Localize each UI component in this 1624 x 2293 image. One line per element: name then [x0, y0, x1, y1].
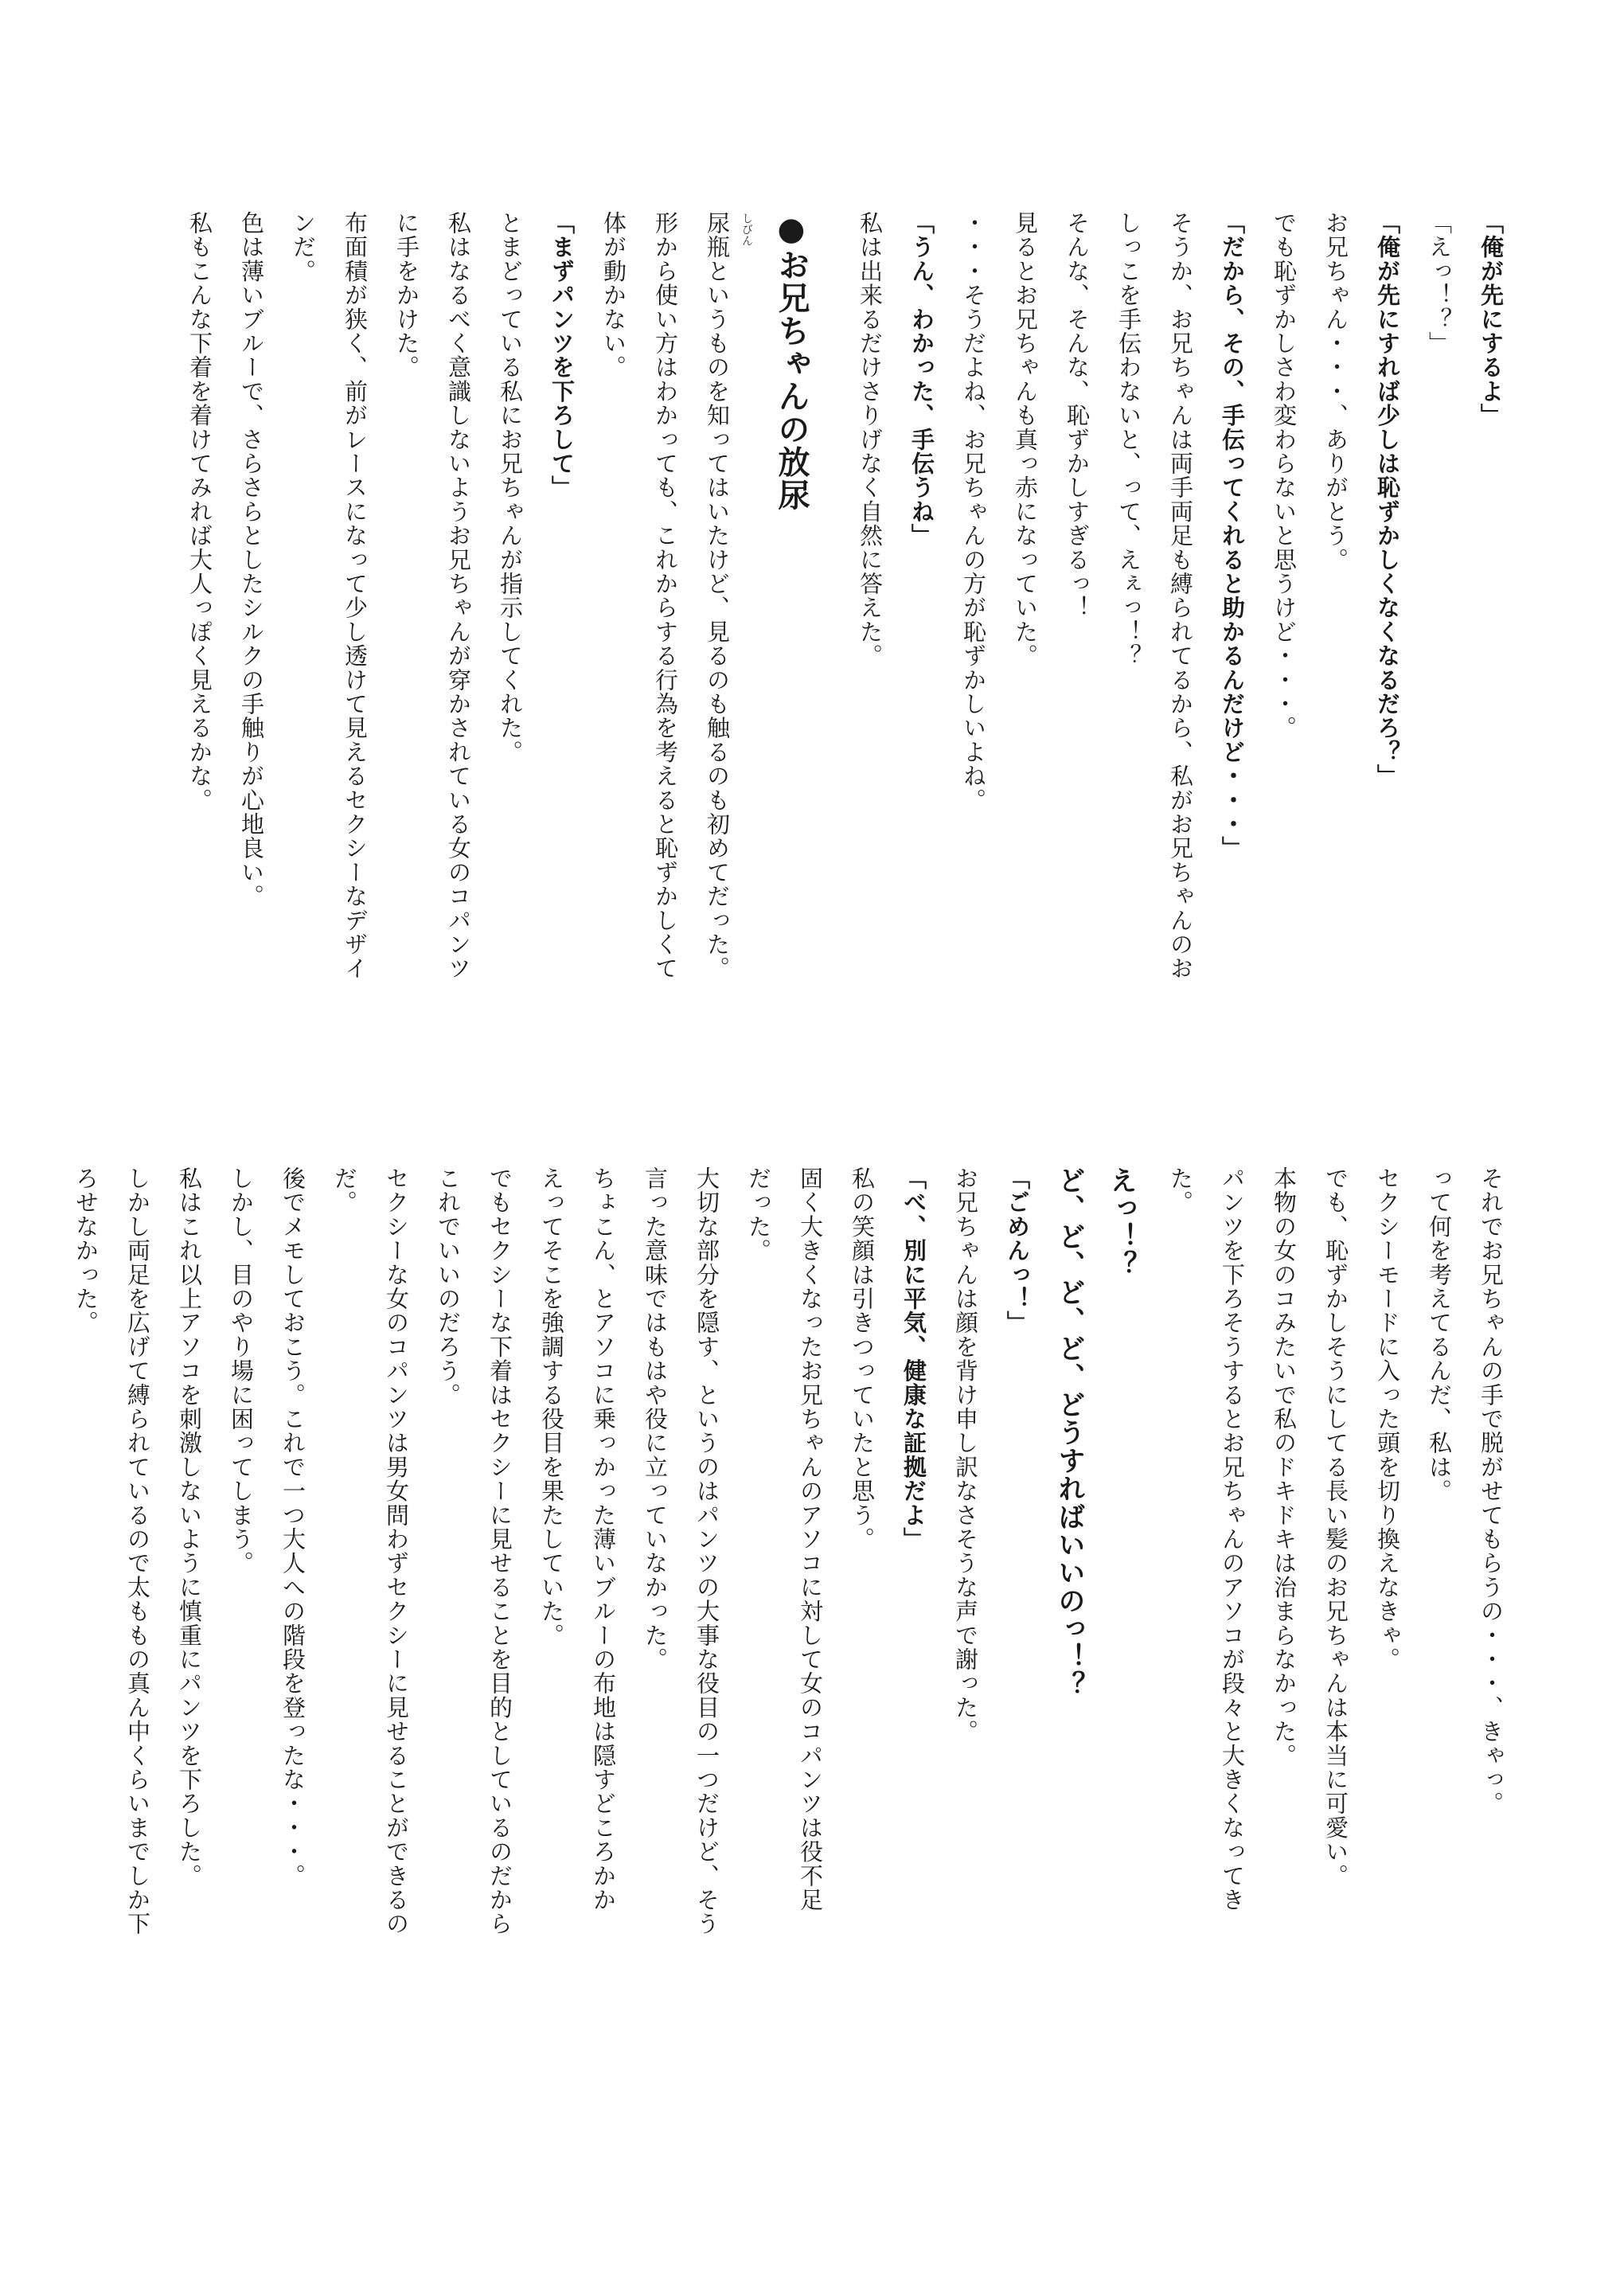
narration-line: 色は薄いブルーで、さらさらとしたシルクの手触りが心地良い。	[238, 211, 265, 908]
narration-line: でもセクシーな下着はセクシーに見せることを目的としているのだから	[486, 1166, 513, 1936]
dialogue-line: 「ごめんっ！」	[1004, 1166, 1031, 1335]
narration-line: 固く大きくなったお兄ちゃんのアソコに対して女のコパンツは役不足	[797, 1166, 824, 1912]
narration-line: セクシーモードに入った頭を切り換えなきゃ。	[1374, 1166, 1401, 1672]
dialogue-line: 「べ、別に平気、健康な証拠だよ」	[900, 1166, 927, 1552]
narration-line: それでお兄ちゃんの手で脱がせてもらうの・・・、きゃっ。	[1478, 1166, 1505, 1816]
narration-line: 言った意味ではもはや役に立っていなかった。	[642, 1166, 669, 1672]
dialogue-line: 「うん、わかった、手伝うね」	[908, 211, 935, 548]
narration-line: 私の笑顔は引きつっていたと思う。	[849, 1166, 876, 1552]
narration-line: しっこを手伝わないと、って、えぇっ！？	[1115, 211, 1142, 668]
narration-line-with-ruby	[699, 211, 753, 1135]
narration-line: セクシーな女のコパンツは男女問わずセクシーに見せることができるの	[383, 1166, 410, 1936]
dialogue-line: 「俺が先にするよ」	[1478, 211, 1505, 428]
exclamation-line: えっ！？	[1105, 1166, 1137, 1279]
dialogue-line: 「俺が先にすれば少しは恥ずかしくなくなるだろ？」	[1374, 211, 1401, 788]
narration-line: お兄ちゃん・・・、ありがとう。	[1322, 211, 1349, 572]
narration-line: しかし両足を広げて縛られているので太ももの真ん中くらいまでしか下	[124, 1166, 151, 1936]
narration-line: えってそこを強調する役目を果たしていた。	[538, 1166, 565, 1647]
text-block-lower	[60, 1166, 1509, 2090]
narration-line: そんな、そんな、恥ずかしすぎるっ！	[1064, 211, 1091, 620]
narration-line: 体が動かない。	[600, 211, 627, 380]
narration-line: パンツを下ろそうするとお兄ちゃんのアソコが段々と大きくなってき	[1219, 1166, 1246, 1912]
narration-line: 本物の女のコみたいで私のドキドキは治まらなかった。	[1271, 1166, 1298, 1768]
narration-line: でも、恥ずかしそうにしてる長い髪のお兄ちゃんは本当に可愛い。	[1322, 1166, 1349, 1888]
narration-line: 私は出来るだけさりげなく自然に答えた。	[857, 211, 884, 668]
narration-line: 私はなるべく意識しないようお兄ちゃんが穿かされている女のコパンツ	[445, 211, 472, 981]
narration-line: 大切な部分を隠す、というのはパンツの大事な役目の一つだけど、そう	[693, 1166, 720, 1936]
dialogue-line: 「だから、その、手伝ってくれると助かるんだけど・・・」	[1219, 211, 1246, 861]
narration-text: 尿瓶というものを知ってはいたけど、見るのも触るのも初めてだった。	[704, 211, 731, 981]
narration-line: 後でメモしておこう。これで一つ大人への階段を登ったな・・・。	[279, 1166, 306, 1889]
narration-line: だ。	[331, 1166, 358, 1215]
narration-line: しかし、目のやり場に困ってしまう。	[228, 1166, 255, 1576]
narration-line: でも恥ずかしさわ変わらないと思うけど・・・。	[1271, 211, 1298, 740]
narration-line: 布面積が狭く、前がレースになって少し透けて見えるセクシーなデザイ	[342, 211, 369, 981]
narration-line: ちょこん、とアソコに乗っかった薄いブルーの布地は隠すどころかか	[590, 1166, 617, 1912]
narration-line: そうか、お兄ちゃんは両手両足も縛られてるから、私がお兄ちゃんのお	[1167, 211, 1194, 981]
exclamation-line: ど、ど、ど、ど、どうすればいいのっ！？	[1053, 1166, 1085, 1699]
narration-line: って何を考えてるんだ、私は。	[1426, 1166, 1453, 1503]
narration-line: お兄ちゃんは顔を背け申し訳なさそうな声で謝った。	[952, 1166, 979, 1744]
narration-line: ・・・そうだよね、お兄ちゃんの方が恥ずかしいよね。	[960, 211, 987, 812]
narration-line: 見るとお兄ちゃんも真っ赤になっていた。	[1012, 211, 1039, 668]
narration-line: 私はこれ以上アソコを刺激しないように慎重にパンツを下ろした。	[176, 1166, 203, 1888]
narration-line: とまどっている私にお兄ちゃんが指示してくれた。	[497, 211, 524, 764]
narration-line: た。	[1167, 1166, 1194, 1215]
narration-line: 形から使い方はわかっても、これからする行為を考えると恥ずかしくて	[652, 211, 679, 981]
furigana: しびん	[740, 213, 753, 246]
narration-line: ろせなかった。	[72, 1166, 100, 1335]
dialogue-line: 「まずパンツを下ろして」	[548, 211, 576, 500]
narration-line: に手をかけた。	[393, 211, 420, 380]
narration-line: だった。	[745, 1166, 772, 1263]
section-heading: ●お兄ちゃんの放尿	[773, 211, 810, 511]
narration-line: 私もこんな下着を着けてみれば大人っぽく見えるかな。	[186, 211, 213, 812]
dialogue-line: 「えっ！？」	[1426, 211, 1453, 356]
text-block-upper	[60, 211, 1509, 1135]
narration-line: ンだ。	[290, 211, 317, 283]
narration-line: これでいいのだろう。	[435, 1166, 462, 1407]
